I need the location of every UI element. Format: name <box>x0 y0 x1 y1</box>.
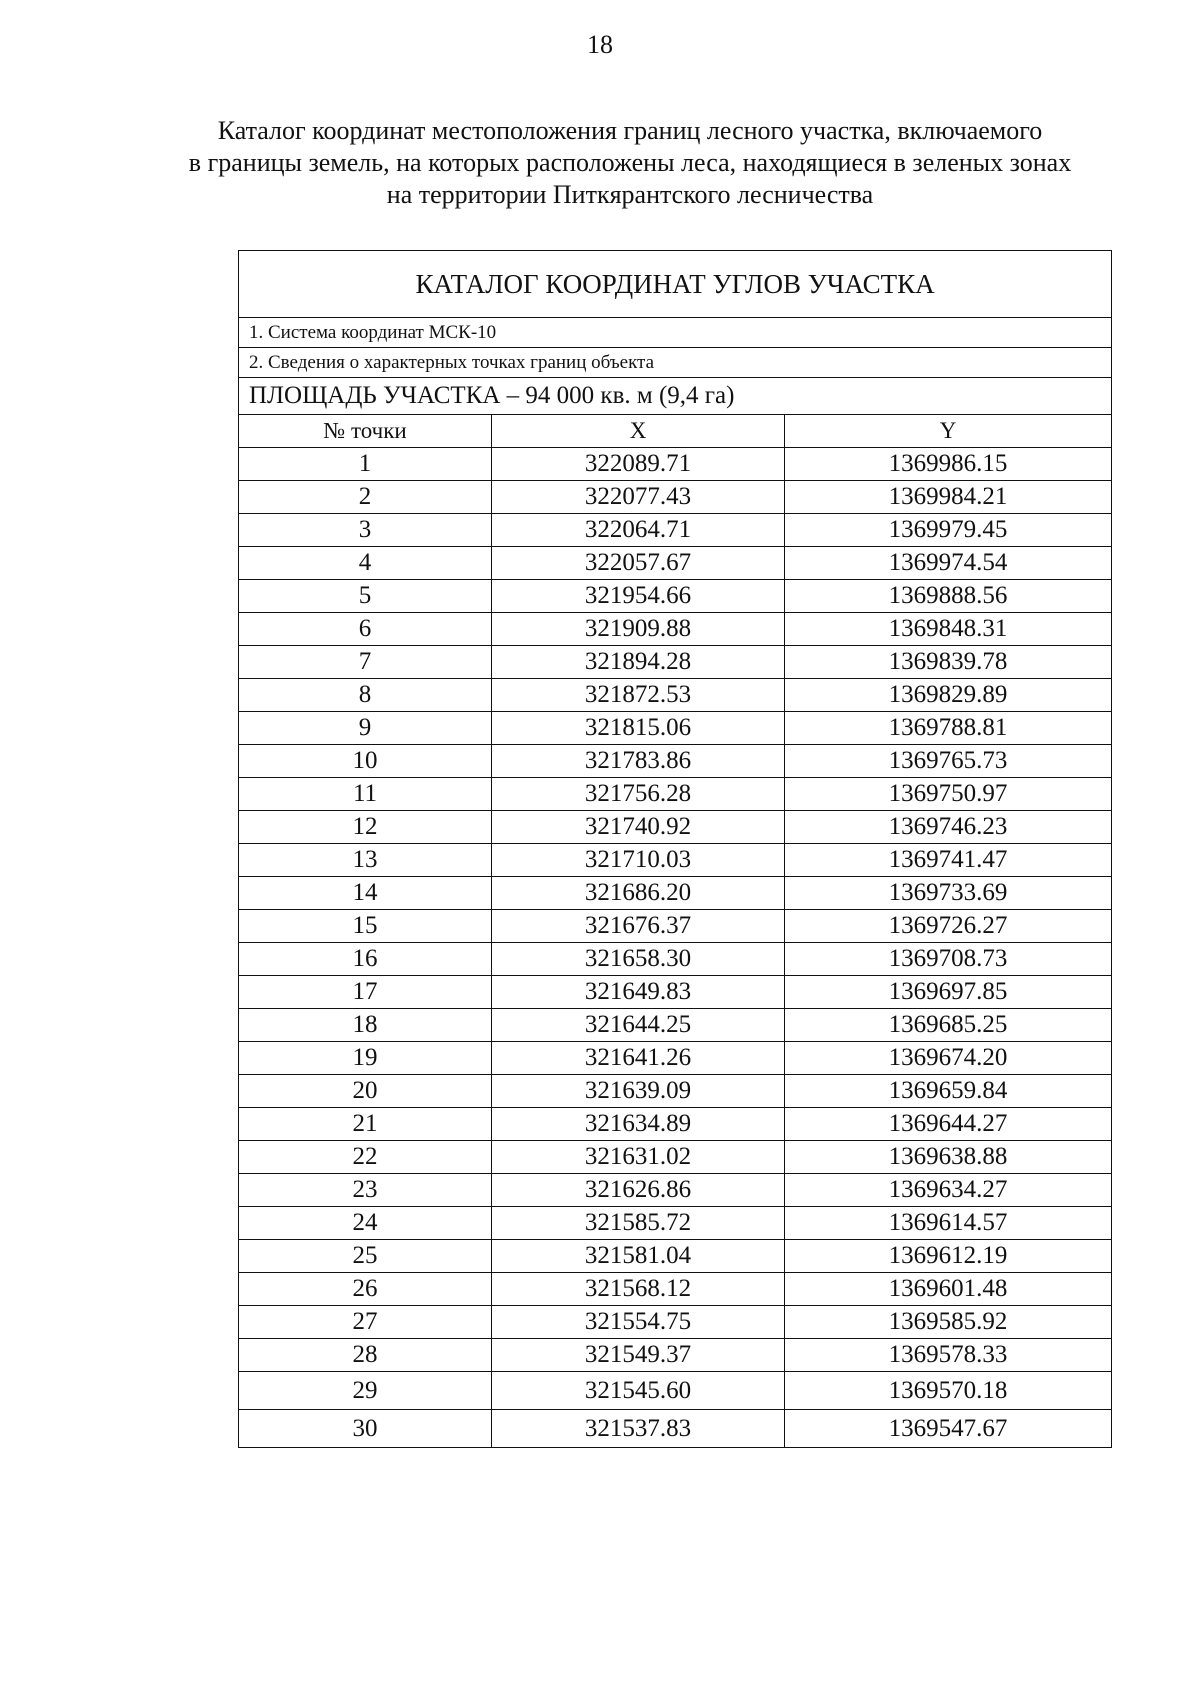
point-number-cell: 12 <box>239 811 492 844</box>
table-row <box>239 1042 1112 1075</box>
y-coordinate-cell: 1369585.92 <box>785 1306 1112 1339</box>
y-coordinate-cell: 1369674.20 <box>785 1042 1112 1075</box>
table-row <box>239 1273 1112 1306</box>
x-coordinate-cell: 321783.86 <box>492 745 785 778</box>
x-coordinate-cell: 321641.26 <box>492 1042 785 1075</box>
table-row <box>239 1108 1112 1141</box>
point-number-cell: 29 <box>239 1372 492 1410</box>
y-coordinate-cell: 1369612.19 <box>785 1240 1112 1273</box>
table-row <box>239 1075 1112 1108</box>
y-coordinate-cell: 1369634.27 <box>785 1174 1112 1207</box>
y-coordinate-cell: 1369839.78 <box>785 646 1112 679</box>
y-coordinate-cell: 1369547.67 <box>785 1410 1112 1448</box>
table-row <box>239 1207 1112 1240</box>
y-coordinate-cell: 1369578.33 <box>785 1339 1112 1372</box>
document-title <box>100 115 1160 211</box>
x-coordinate-cell: 321626.86 <box>492 1174 785 1207</box>
point-number-cell: 24 <box>239 1207 492 1240</box>
point-number-cell: 4 <box>239 547 492 580</box>
y-coordinate-cell: 1369741.47 <box>785 844 1112 877</box>
coordinate-system-row <box>239 318 1112 348</box>
point-number-cell: 17 <box>239 976 492 1009</box>
table-row <box>239 778 1112 811</box>
table-row <box>239 448 1112 481</box>
y-coordinate-cell: 1369888.56 <box>785 580 1112 613</box>
x-coordinate-cell: 321649.83 <box>492 976 785 1009</box>
x-coordinate-cell: 321658.30 <box>492 943 785 976</box>
column-header-y: Y <box>785 415 1112 448</box>
point-number-cell: 11 <box>239 778 492 811</box>
table-row <box>239 811 1112 844</box>
point-number-cell: 25 <box>239 1240 492 1273</box>
title-line-2: в границы земель, на которых расположены леса, находящиеся в зеленых зонах <box>188 148 1072 177</box>
point-number-cell: 9 <box>239 712 492 745</box>
table-row <box>239 877 1112 910</box>
table-row <box>239 1009 1112 1042</box>
table-row <box>239 481 1112 514</box>
points-info: 2. Сведения о характерных точках границ объекта <box>239 348 1112 378</box>
table-row <box>239 1339 1112 1372</box>
x-coordinate-cell: 322064.71 <box>492 514 785 547</box>
x-coordinate-cell: 321631.02 <box>492 1141 785 1174</box>
table-row <box>239 1410 1112 1448</box>
point-number-cell: 1 <box>239 448 492 481</box>
y-coordinate-cell: 1369570.18 <box>785 1372 1112 1410</box>
point-number-cell: 26 <box>239 1273 492 1306</box>
table-row <box>239 580 1112 613</box>
table-row <box>239 943 1112 976</box>
table-row <box>239 679 1112 712</box>
x-coordinate-cell: 321686.20 <box>492 877 785 910</box>
x-coordinate-cell: 321581.04 <box>492 1240 785 1273</box>
x-coordinate-cell: 322057.67 <box>492 547 785 580</box>
y-coordinate-cell: 1369788.81 <box>785 712 1112 745</box>
point-number-cell: 15 <box>239 910 492 943</box>
table-row <box>239 646 1112 679</box>
y-coordinate-cell: 1369708.73 <box>785 943 1112 976</box>
table-row <box>239 1306 1112 1339</box>
catalog-heading-row <box>239 251 1112 318</box>
title-line-3: на территории Питкярантского лесничества <box>386 180 874 209</box>
x-coordinate-cell: 321549.37 <box>492 1339 785 1372</box>
x-coordinate-cell: 321537.83 <box>492 1410 785 1448</box>
point-number-cell: 27 <box>239 1306 492 1339</box>
x-coordinate-cell: 321756.28 <box>492 778 785 811</box>
x-coordinate-cell: 321639.09 <box>492 1075 785 1108</box>
point-number-cell: 5 <box>239 580 492 613</box>
coordinates-catalog-table <box>238 250 1112 1448</box>
y-coordinate-cell: 1369746.23 <box>785 811 1112 844</box>
x-coordinate-cell: 321710.03 <box>492 844 785 877</box>
y-coordinate-cell: 1369765.73 <box>785 745 1112 778</box>
y-coordinate-cell: 1369638.88 <box>785 1141 1112 1174</box>
y-coordinate-cell: 1369685.25 <box>785 1009 1112 1042</box>
y-coordinate-cell: 1369979.45 <box>785 514 1112 547</box>
x-coordinate-cell: 321740.92 <box>492 811 785 844</box>
point-number-cell: 19 <box>239 1042 492 1075</box>
point-number-cell: 13 <box>239 844 492 877</box>
x-coordinate-cell: 321585.72 <box>492 1207 785 1240</box>
y-coordinate-cell: 1369614.57 <box>785 1207 1112 1240</box>
point-number-cell: 7 <box>239 646 492 679</box>
table-row <box>239 613 1112 646</box>
y-coordinate-cell: 1369601.48 <box>785 1273 1112 1306</box>
point-number-cell: 3 <box>239 514 492 547</box>
table-row <box>239 1174 1112 1207</box>
area-row <box>239 378 1112 415</box>
table-row <box>239 1141 1112 1174</box>
point-number-cell: 14 <box>239 877 492 910</box>
y-coordinate-cell: 1369829.89 <box>785 679 1112 712</box>
y-coordinate-cell: 1369659.84 <box>785 1075 1112 1108</box>
point-number-cell: 28 <box>239 1339 492 1372</box>
table-row <box>239 910 1112 943</box>
x-coordinate-cell: 322077.43 <box>492 481 785 514</box>
x-coordinate-cell: 321545.60 <box>492 1372 785 1410</box>
column-header-row <box>239 415 1112 448</box>
point-number-cell: 22 <box>239 1141 492 1174</box>
x-coordinate-cell: 321909.88 <box>492 613 785 646</box>
y-coordinate-cell: 1369984.21 <box>785 481 1112 514</box>
table-row <box>239 547 1112 580</box>
y-coordinate-cell: 1369697.85 <box>785 976 1112 1009</box>
points-info-row <box>239 348 1112 378</box>
page-number: 18 <box>587 30 613 59</box>
table-row <box>239 976 1112 1009</box>
y-coordinate-cell: 1369750.97 <box>785 778 1112 811</box>
coordinate-system: 1. Система координат МСК-10 <box>239 318 1112 348</box>
catalog-heading: КАТАЛОГ КООРДИНАТ УГЛОВ УЧАСТКА <box>239 251 1112 318</box>
table-row <box>239 1240 1112 1273</box>
x-coordinate-cell: 321568.12 <box>492 1273 785 1306</box>
y-coordinate-cell: 1369726.27 <box>785 910 1112 943</box>
x-coordinate-cell: 321554.75 <box>492 1306 785 1339</box>
table-row <box>239 844 1112 877</box>
y-coordinate-cell: 1369733.69 <box>785 877 1112 910</box>
y-coordinate-cell: 1369644.27 <box>785 1108 1112 1141</box>
y-coordinate-cell: 1369986.15 <box>785 448 1112 481</box>
point-number-cell: 6 <box>239 613 492 646</box>
plot-area: ПЛОЩАДЬ УЧАСТКА – 94 000 кв. м (9,4 га) <box>239 378 1112 415</box>
point-number-cell: 8 <box>239 679 492 712</box>
table-row <box>239 745 1112 778</box>
point-number-cell: 16 <box>239 943 492 976</box>
title-line-1: Каталог координат местоположения границ лесного участка, включаемого <box>217 116 1043 145</box>
table-row <box>239 1372 1112 1410</box>
table-row <box>239 514 1112 547</box>
point-number-cell: 21 <box>239 1108 492 1141</box>
point-number-cell: 30 <box>239 1410 492 1448</box>
point-number-cell: 20 <box>239 1075 492 1108</box>
table-row <box>239 712 1112 745</box>
x-coordinate-cell: 321872.53 <box>492 679 785 712</box>
y-coordinate-cell: 1369848.31 <box>785 613 1112 646</box>
point-number-cell: 23 <box>239 1174 492 1207</box>
point-number-cell: 10 <box>239 745 492 778</box>
x-coordinate-cell: 321894.28 <box>492 646 785 679</box>
x-coordinate-cell: 321815.06 <box>492 712 785 745</box>
x-coordinate-cell: 321954.66 <box>492 580 785 613</box>
point-number-cell: 18 <box>239 1009 492 1042</box>
x-coordinate-cell: 322089.71 <box>492 448 785 481</box>
point-number-cell: 2 <box>239 481 492 514</box>
column-header-point: № точки <box>239 415 492 448</box>
x-coordinate-cell: 321676.37 <box>492 910 785 943</box>
y-coordinate-cell: 1369974.54 <box>785 547 1112 580</box>
column-header-x: X <box>492 415 785 448</box>
x-coordinate-cell: 321644.25 <box>492 1009 785 1042</box>
x-coordinate-cell: 321634.89 <box>492 1108 785 1141</box>
